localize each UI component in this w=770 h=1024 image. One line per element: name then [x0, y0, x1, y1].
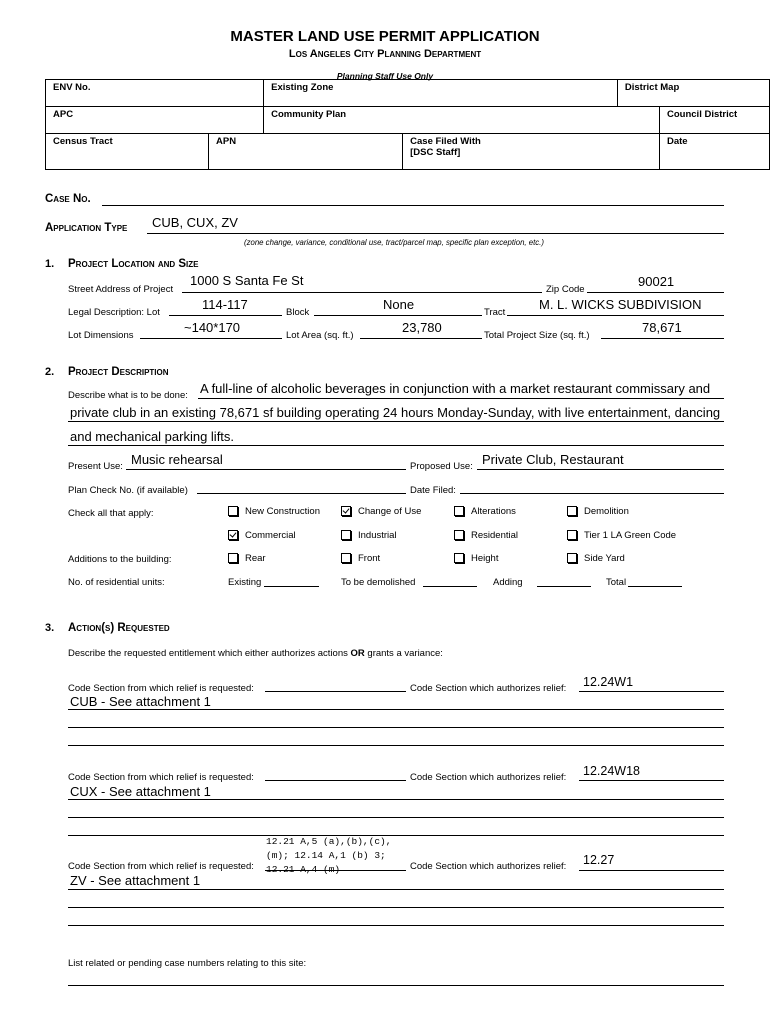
desc-line-1b[interactable]: [68, 727, 724, 728]
dsc-staff-label: [DSC Staff]: [410, 147, 461, 158]
checkbox-label: Height: [471, 553, 499, 564]
checkbox-box[interactable]: [341, 530, 351, 540]
present-use-label: Present Use:: [68, 461, 123, 472]
demolished-units-label: To be demolished: [341, 577, 416, 588]
describe-work-label: Describe what is to be done:: [68, 390, 188, 401]
street-address-field[interactable]: [182, 292, 542, 293]
checkbox-box[interactable]: [454, 553, 464, 563]
date-cell[interactable]: [660, 134, 770, 170]
desc-line-2c[interactable]: [68, 835, 724, 836]
entitlement-description: [68, 648, 443, 659]
application-type-label: Application Type: [45, 222, 128, 234]
district-map-label: District Map: [624, 82, 680, 93]
lot-area-field[interactable]: [360, 338, 482, 339]
council-district-cell[interactable]: [660, 107, 770, 134]
relief-value-3c: 12.21 A,4 (m): [266, 864, 341, 875]
checkbox-label: Change of Use: [358, 506, 422, 517]
authorizes-field-3[interactable]: [579, 870, 724, 871]
block-value: None: [383, 297, 415, 312]
application-type-value: CUB, CUX, ZV: [152, 215, 238, 230]
describe-line-3[interactable]: [68, 445, 724, 446]
present-use-field[interactable]: [126, 469, 406, 470]
checkbox-label: Front: [358, 553, 381, 564]
demolished-units-field[interactable]: [423, 586, 477, 587]
relief-label-1: Code Section from which relief is requested:: [68, 683, 254, 694]
date-filed-label: Date Filed:: [410, 485, 456, 496]
authorizes-label-2: Code Section which authorizes relief:: [410, 772, 567, 783]
checkbox-box[interactable]: [567, 506, 577, 516]
tract-field[interactable]: [507, 315, 724, 316]
checkbox-label: Industrial: [358, 530, 397, 541]
date-label: Date: [667, 136, 688, 147]
staff-use-note: Planning Staff Use Only: [336, 71, 434, 81]
zip-code-value: 90021: [638, 274, 675, 289]
checkbox-box[interactable]: [567, 530, 577, 540]
legal-lot-value: 114-117: [202, 297, 248, 312]
desc-line-3b[interactable]: [68, 907, 724, 908]
describe-value-1: A full-line of alcoholic beverages in conjunction with a market restaurant commissary and: [200, 381, 711, 396]
checkbox-front[interactable]: [341, 553, 380, 564]
checkbox-rear[interactable]: [228, 553, 266, 564]
street-address-value: 1000 S Santa Fe St: [190, 273, 304, 288]
authorizes-label-1: Code Section which authorizes relief:: [410, 683, 567, 694]
authorizes-value-3: 12.27: [583, 853, 615, 867]
checkbox-residential[interactable]: [454, 530, 518, 541]
zip-code-label: Zip Code: [546, 284, 585, 295]
relief-value-3a: 12.21 A,5 (a),(b),(c),: [266, 836, 392, 847]
existing-zone-label: Existing Zone: [271, 82, 334, 93]
case-filed-label: Case Filed With: [410, 136, 481, 147]
proposed-use-field[interactable]: [477, 469, 724, 470]
total-units-field[interactable]: [628, 586, 682, 587]
related-cases-field[interactable]: [68, 985, 724, 986]
census-tract-cell[interactable]: [46, 134, 209, 170]
relief-field-2[interactable]: [265, 780, 406, 781]
authorizes-field-2[interactable]: [579, 780, 724, 781]
desc-line-2b[interactable]: [68, 817, 724, 818]
total-size-field[interactable]: [601, 338, 724, 339]
relief-value-3b: (m); 12.14 A,1 (b) 3;: [266, 850, 386, 861]
checkbox-label: New Construction: [245, 506, 320, 517]
block-label: Block: [286, 307, 310, 318]
checkbox-tier1-green-code[interactable]: [567, 530, 676, 541]
describe-value-3: and mechanical parking lifts.: [70, 429, 235, 444]
legal-lot-field[interactable]: [169, 315, 282, 316]
apn-label: APN: [216, 136, 237, 147]
checkbox-box-checked[interactable]: [228, 530, 238, 540]
desc-value-3: ZV - See attachment 1: [70, 873, 201, 888]
authorizes-value-1: 12.24W1: [583, 675, 634, 689]
application-type-hint: (zone change, variance, conditional use, tract/parcel map, specific plan exception, etc.): [244, 238, 544, 247]
desc-line-3a[interactable]: [68, 889, 724, 890]
section-1-title: Project Location and Size: [68, 258, 199, 270]
desc-value-2: CUX - See attachment 1: [70, 784, 211, 799]
authorizes-field-1[interactable]: [579, 691, 724, 692]
total-size-label: Total Project Size (sq. ft.): [484, 330, 590, 341]
checkbox-label: Alterations: [471, 506, 516, 517]
existing-units-field[interactable]: [264, 586, 319, 587]
check-all-label: Check all that apply:: [68, 508, 154, 519]
total-units-label: Total: [606, 577, 627, 588]
lot-area-label: Lot Area (sq. ft.): [286, 330, 354, 341]
checkbox-side-yard[interactable]: [567, 553, 625, 564]
related-cases-label: List related or pending case numbers relating to this site:: [68, 958, 307, 969]
additions-label: Additions to the building:: [68, 554, 172, 565]
existing-zone-cell[interactable]: [264, 80, 618, 107]
checkbox-demolition[interactable]: [567, 506, 629, 517]
tract-label: Tract: [484, 307, 506, 318]
street-address-label: Street Address of Project: [68, 284, 174, 295]
checkbox-change-of-use[interactable]: [341, 506, 421, 517]
case-filed-cell[interactable]: [403, 134, 660, 170]
checkbox-label: Side Yard: [584, 553, 625, 564]
section-3-title: Action(s) Requested: [68, 622, 170, 634]
checkbox-label: Rear: [245, 553, 266, 564]
tract-value: M. L. WICKS SUBDIVISION: [539, 297, 702, 312]
plan-check-label: Plan Check No. (if available): [68, 485, 188, 496]
proposed-use-label: Proposed Use:: [410, 461, 473, 472]
case-no-label: Case No.: [45, 193, 91, 205]
lot-dimensions-value: ~140*170: [184, 320, 241, 335]
entitlement-prefix: Describe the requested entitlement which either authorizes actions: [68, 648, 351, 659]
proposed-use-value: Private Club, Restaurant: [482, 452, 624, 467]
checkbox-box[interactable]: [341, 553, 351, 563]
case-no-field[interactable]: [102, 205, 724, 206]
describe-line-2[interactable]: [68, 421, 724, 422]
describe-value-2: private club in an existing 78,671 sf building operating 24 hours Monday-Sunday, with live entertainment, dancing: [70, 405, 721, 420]
checkbox-label: Tier 1 LA Green Code: [584, 530, 677, 541]
present-use-value: Music rehearsal: [131, 452, 223, 467]
relief-label-2: Code Section from which relief is requested:: [68, 772, 254, 783]
community-plan-cell[interactable]: [264, 107, 660, 134]
desc-value-1: CUB - See attachment 1: [70, 694, 211, 709]
desc-line-1c[interactable]: [68, 745, 724, 746]
lot-dimensions-field[interactable]: [140, 338, 282, 339]
adding-units-field[interactable]: [537, 586, 591, 587]
env-no-label: ENV No.: [53, 82, 91, 93]
checkbox-commercial[interactable]: [228, 530, 296, 541]
adding-units-label: Adding: [493, 577, 523, 588]
checkbox-height[interactable]: [454, 553, 498, 564]
checkbox-box-checked[interactable]: [341, 506, 351, 516]
district-map-cell[interactable]: [617, 80, 769, 107]
authorizes-value-2: 12.24W18: [583, 764, 640, 778]
env-no-cell[interactable]: [46, 80, 264, 107]
community-plan-label: Community Plan: [271, 109, 347, 120]
form-title: MASTER LAND USE PERMIT APPLICATION: [230, 28, 540, 45]
checkbox-label: Residential: [471, 530, 518, 541]
entitlement-suffix: grants a variance:: [364, 648, 443, 659]
apc-label: APC: [53, 109, 74, 120]
census-tract-label: Census Tract: [53, 136, 113, 147]
checkbox-label: Commercial: [245, 530, 296, 541]
department-subtitle: Los Angeles City Planning Department: [288, 48, 482, 60]
apc-cell[interactable]: [46, 107, 264, 134]
relief-field-3[interactable]: [265, 870, 406, 871]
application-type-field[interactable]: [147, 233, 724, 234]
relief-field-1[interactable]: [265, 691, 406, 692]
apn-cell[interactable]: [209, 134, 403, 170]
entitlement-or: OR: [350, 648, 365, 659]
checkbox-box[interactable]: [567, 553, 577, 563]
checkbox-box[interactable]: [454, 506, 464, 516]
checkbox-box[interactable]: [228, 553, 238, 563]
date-filed-field[interactable]: [460, 493, 724, 494]
checkbox-box[interactable]: [454, 530, 464, 540]
section-1-number: 1.: [45, 258, 55, 270]
section-3-number: 3.: [45, 622, 55, 634]
checkbox-alterations[interactable]: [454, 506, 516, 517]
plan-check-field[interactable]: [197, 493, 406, 494]
staff-use-table: [45, 79, 770, 170]
checkbox-box[interactable]: [228, 506, 238, 516]
desc-line-3c[interactable]: [68, 925, 724, 926]
checkbox-label: Demolition: [584, 506, 629, 517]
desc-line-1a[interactable]: [68, 709, 724, 710]
relief-label-3: Code Section from which relief is requested:: [68, 861, 254, 872]
authorizes-label-3: Code Section which authorizes relief:: [410, 861, 567, 872]
lot-area-value: 23,780: [402, 320, 442, 335]
zip-code-field[interactable]: [587, 292, 724, 293]
checkbox-industrial[interactable]: [341, 530, 397, 541]
total-size-value: 78,671: [642, 320, 682, 335]
existing-units-label: Existing: [228, 577, 262, 588]
legal-lot-label: Legal Description: Lot: [68, 307, 160, 318]
desc-line-2a[interactable]: [68, 799, 724, 800]
describe-line-1[interactable]: [198, 398, 724, 399]
block-field[interactable]: [314, 315, 482, 316]
lot-dimensions-label: Lot Dimensions: [68, 330, 134, 341]
council-district-label: Council District: [667, 109, 738, 120]
section-2-title: Project Description: [68, 366, 169, 378]
checkbox-new-construction[interactable]: [228, 506, 320, 517]
residential-units-label: No. of residential units:: [68, 577, 165, 588]
section-2-number: 2.: [45, 366, 55, 378]
